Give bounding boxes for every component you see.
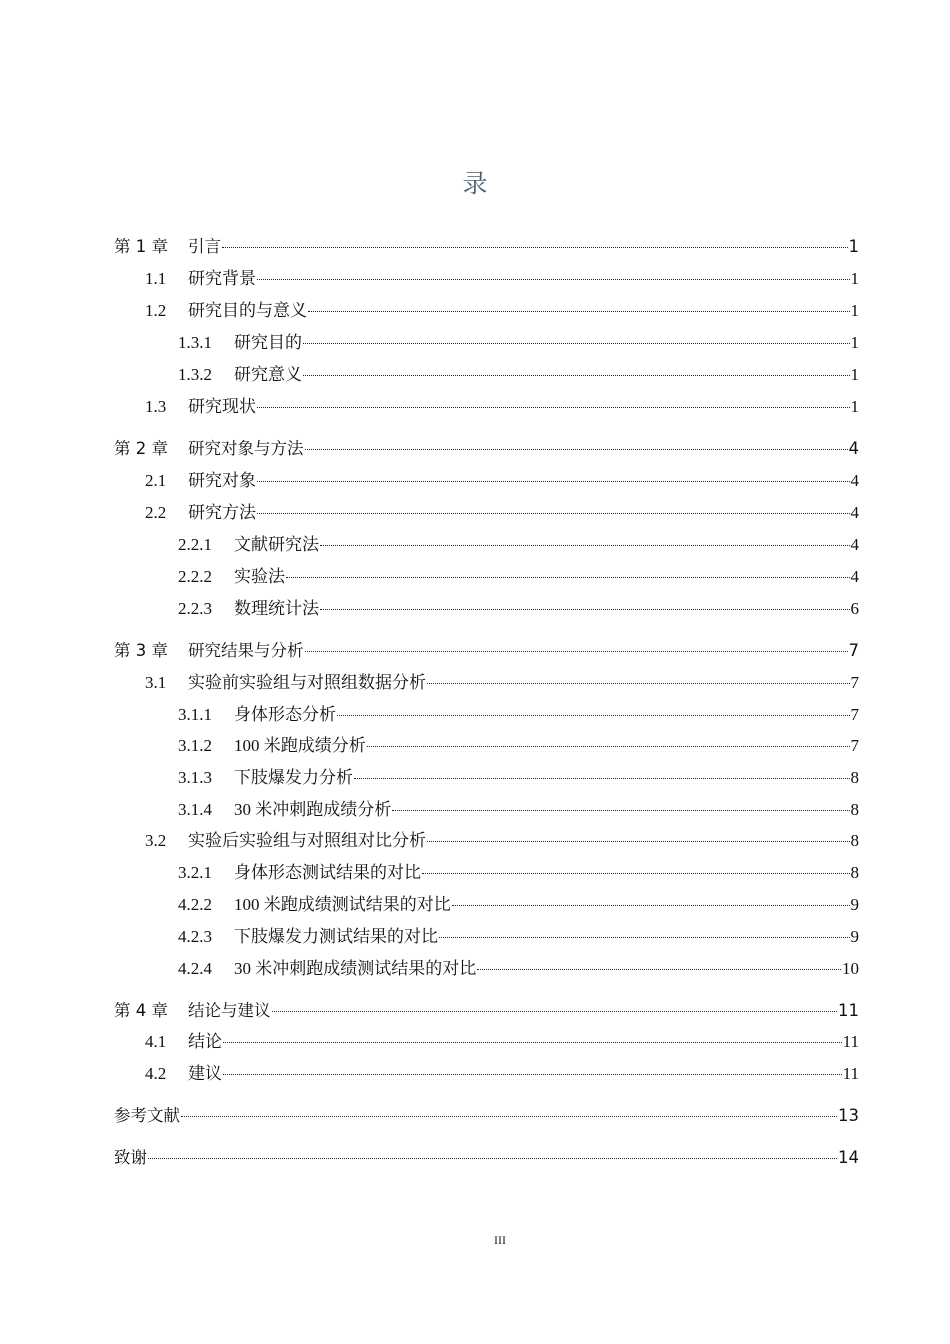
toc-entry-number: 1.3	[145, 397, 167, 416]
toc-entry-page: 8	[850, 863, 859, 882]
toc-entry[interactable]	[114, 894, 859, 916]
toc-dot-leader	[305, 449, 848, 450]
toc-entry-label: 研究意义	[234, 365, 302, 384]
toc-entry-label: 参考文献	[114, 1106, 180, 1125]
toc-entry[interactable]	[114, 470, 859, 492]
toc-entry-label: 身体形态测试结果的对比	[234, 863, 421, 882]
toc-entry-label: 研究背景	[188, 269, 256, 288]
toc-entry-label: 研究目的与意义	[188, 301, 307, 320]
toc-entry-number: 2.2	[145, 503, 167, 522]
toc-entry[interactable]	[114, 364, 859, 386]
toc-entry-label: 研究方法	[188, 503, 256, 522]
toc-entry-label: 30 米冲刺跑成绩分析	[234, 800, 392, 819]
toc-entry[interactable]	[114, 830, 859, 852]
toc-entry-label: 实验法	[234, 567, 285, 586]
toc-entry-number: 3.1.3	[178, 768, 212, 787]
toc-dot-leader	[367, 746, 850, 747]
toc-entry[interactable]	[114, 598, 859, 620]
toc-entry-label: 文献研究法	[234, 535, 319, 554]
toc-entry-page: 8	[850, 831, 859, 850]
toc-dot-leader	[320, 545, 850, 546]
toc-dot-leader	[181, 1116, 837, 1117]
toc-entry-number: 3.1.2	[178, 736, 212, 755]
toc-entry-number: 3.2	[145, 831, 167, 850]
toc-entry-label: 建议	[188, 1064, 222, 1083]
toc-entry-page: 1	[850, 333, 859, 352]
toc-dot-leader	[392, 810, 849, 811]
toc-entry[interactable]	[114, 566, 859, 588]
toc-title: 录	[462, 171, 488, 198]
toc-entry[interactable]	[114, 1031, 859, 1053]
toc-entry[interactable]	[114, 534, 859, 556]
toc-entry-number: 3.1	[145, 673, 167, 692]
toc-dot-leader	[303, 375, 850, 376]
toc-entry-number: 第 3 章	[114, 641, 168, 660]
toc-dot-leader	[272, 1011, 838, 1012]
toc-entry-label: 下肢爆发力测试结果的对比	[234, 927, 438, 946]
toc-entry-number: 4.2.4	[178, 959, 212, 978]
toc-entry-number: 2.2.3	[178, 599, 212, 618]
toc-entry-label: 研究对象与方法	[188, 439, 304, 458]
toc-entry-label: 实验前实验组与对照组数据分析	[188, 673, 426, 692]
toc-entry-label: 身体形态分析	[234, 705, 336, 724]
toc-entry-page: 11	[842, 1032, 859, 1051]
toc-entry-page: 6	[850, 599, 859, 618]
toc-dot-leader	[305, 651, 848, 652]
toc-dot-leader	[223, 1042, 842, 1043]
toc-entry[interactable]	[114, 1105, 859, 1127]
toc-entry-number: 3.1.1	[178, 705, 212, 724]
toc-entry-number: 1.3.1	[178, 333, 212, 352]
toc-entry-page: 4	[850, 535, 859, 554]
toc-entry-page: 1	[850, 365, 859, 384]
toc-entry-label: 引言	[188, 237, 221, 256]
toc-entry-number: 2.2.1	[178, 535, 212, 554]
toc-entry-page: 1	[848, 237, 859, 256]
toc-dot-leader	[257, 513, 850, 514]
toc-entry-page: 4	[850, 471, 859, 490]
toc-entry[interactable]	[114, 1147, 859, 1169]
toc-entry[interactable]	[114, 268, 859, 290]
toc-entry[interactable]	[114, 332, 859, 354]
toc-entry[interactable]	[114, 236, 859, 258]
toc-entry[interactable]	[114, 926, 859, 948]
toc-entry-number: 4.2.3	[178, 927, 212, 946]
toc-entry[interactable]	[114, 1063, 859, 1085]
toc-entry-number: 4.1	[145, 1032, 167, 1051]
toc-entry-page: 4	[850, 567, 859, 586]
toc-dot-leader	[427, 683, 850, 684]
toc-entry-number: 第 4 章	[114, 1001, 168, 1020]
toc-entry[interactable]	[114, 1000, 859, 1022]
toc-entry-number: 2.1	[145, 471, 167, 490]
toc-dot-leader	[257, 481, 850, 482]
toc-entry-page: 9	[850, 895, 859, 914]
toc-entry[interactable]	[114, 704, 859, 726]
toc-dot-leader	[223, 1074, 842, 1075]
toc-entry-label: 100 米跑成绩测试结果的对比	[234, 895, 451, 914]
toc-entry-page: 4	[848, 439, 859, 458]
toc-dot-leader	[452, 905, 850, 906]
toc-entry-number: 1.1	[145, 269, 167, 288]
toc-entry-number: 第 1 章	[114, 237, 168, 256]
toc-entry-label: 下肢爆发力分析	[234, 768, 353, 787]
toc-dot-leader	[337, 715, 850, 716]
toc-entry[interactable]	[114, 735, 859, 757]
toc-entry[interactable]	[114, 300, 859, 322]
toc-entry-page: 7	[850, 736, 859, 755]
toc-entry[interactable]	[114, 862, 859, 884]
toc-dot-leader	[422, 873, 850, 874]
toc-entry-page: 10	[842, 959, 859, 978]
toc-entry[interactable]	[114, 958, 859, 980]
toc-entry-label: 结论	[188, 1032, 222, 1051]
toc-entry[interactable]	[114, 438, 859, 460]
toc-entry-page: 8	[850, 800, 859, 819]
toc-entry-page: 4	[850, 503, 859, 522]
toc-dot-leader	[257, 279, 850, 280]
toc-entry-page: 1	[850, 397, 859, 416]
toc-entry-number: 1.3.2	[178, 365, 212, 384]
toc-dot-leader	[303, 343, 850, 344]
toc-entry[interactable]	[114, 396, 859, 418]
toc-entry-number: 2.2.2	[178, 567, 212, 586]
toc-entry-page: 8	[850, 768, 859, 787]
toc-entry-number: 4.2	[145, 1064, 167, 1083]
toc-entry-page: 11	[842, 1064, 859, 1083]
toc-entry-label: 致谢	[114, 1148, 147, 1167]
toc-dot-leader	[148, 1158, 837, 1159]
toc-entry-number: 4.2.2	[178, 895, 212, 914]
toc-entry-number: 3.1.4	[178, 800, 212, 819]
toc-entry-label: 研究目的	[234, 333, 302, 352]
toc-dot-leader	[320, 609, 850, 610]
toc-dot-leader	[286, 577, 850, 578]
toc-dot-leader	[439, 937, 850, 938]
toc-entry-label: 研究结果与分析	[188, 641, 304, 660]
toc-entry-page: 7	[848, 641, 859, 660]
toc-entry-number: 3.2.1	[178, 863, 212, 882]
toc-dot-leader	[354, 778, 850, 779]
toc-entry[interactable]	[114, 799, 859, 821]
page-number: III	[494, 1233, 506, 1247]
toc-entry-page: 1	[850, 301, 859, 320]
toc-entry[interactable]	[114, 672, 859, 694]
toc-entry-label: 结论与建议	[188, 1001, 271, 1020]
toc-entry[interactable]	[114, 640, 859, 662]
toc-dot-leader	[427, 841, 850, 842]
toc-entry-label: 100 米跑成绩分析	[234, 736, 366, 755]
toc-entry[interactable]	[114, 767, 859, 789]
toc-entry-page: 7	[850, 705, 859, 724]
toc-dot-leader	[222, 247, 848, 248]
toc-entry-page: 13	[838, 1106, 859, 1125]
toc-entry-page: 1	[850, 269, 859, 288]
toc-entry-page: 11	[838, 1001, 859, 1020]
toc-dot-leader	[308, 311, 850, 312]
toc-entry-page: 14	[838, 1148, 859, 1167]
toc-entry-label: 数理统计法	[234, 599, 319, 618]
toc-entry-label: 研究对象	[188, 471, 256, 490]
toc-entry-number: 第 2 章	[114, 439, 168, 458]
toc-entry-page: 7	[850, 673, 859, 692]
toc-dot-leader	[477, 969, 841, 970]
toc-entry[interactable]	[114, 502, 859, 524]
toc-entry-label: 实验后实验组与对照组对比分析	[188, 831, 426, 850]
toc-entry-label: 研究现状	[188, 397, 256, 416]
toc-entry-label: 30 米冲刺跑成绩测试结果的对比	[234, 959, 477, 978]
toc-entry-page: 9	[850, 927, 859, 946]
toc-dot-leader	[257, 407, 850, 408]
toc-entry-number: 1.2	[145, 301, 167, 320]
